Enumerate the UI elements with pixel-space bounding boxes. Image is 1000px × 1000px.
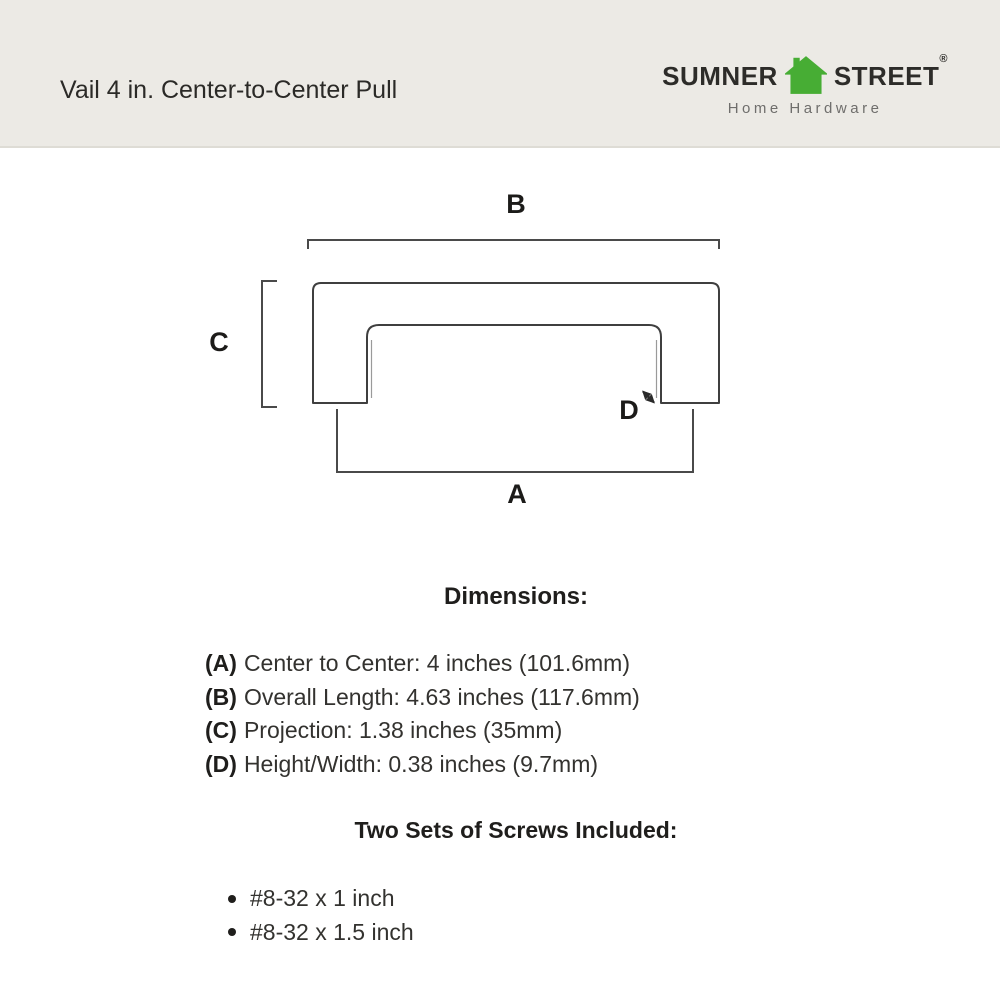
- pull-outline: [313, 283, 719, 403]
- screw-spec: #8-32 x 1 inch: [250, 885, 395, 912]
- dimension-row-b: [205, 681, 640, 715]
- dimension-label: (B): [205, 683, 237, 710]
- house-icon: [785, 56, 827, 94]
- dimension-label: (A): [205, 650, 237, 676]
- product-title: Vail 4 in. Center-to-Center Pull: [60, 76, 398, 104]
- dimension-value: Center to Center: 4 inches (101.6mm): [243, 650, 630, 676]
- dimension-value: Projection: 1.38 inches (35mm): [243, 717, 563, 743]
- header-band: [0, 0, 1000, 148]
- brand-wordmark: [662, 53, 948, 96]
- label-a: A: [507, 479, 527, 509]
- label-b: B: [506, 189, 526, 219]
- pull-dimension-diagram: [0, 160, 1000, 540]
- dimension-row-c: [205, 714, 640, 748]
- dimensions-heading: Dimensions:: [443, 583, 589, 610]
- brand-logo: [662, 53, 948, 117]
- bullet-icon: [228, 895, 236, 903]
- brand-word-street: STREET: [833, 61, 940, 91]
- screws-heading: Two Sets of Screws Included:: [354, 817, 678, 843]
- dimension-value: Height/Width: 0.38 inches (9.7mm): [243, 750, 599, 777]
- bullet-icon: [228, 928, 236, 936]
- dimensions-list: [205, 647, 640, 781]
- registered-mark: ®: [939, 53, 948, 65]
- label-c: C: [209, 327, 229, 357]
- brand-word-sumner: SUMNER: [662, 61, 778, 91]
- label-d: D: [619, 395, 639, 425]
- brand-tagline: Home Hardware: [727, 100, 883, 117]
- screw-item: [228, 916, 414, 950]
- bracket-b: [308, 240, 719, 249]
- screw-item: [228, 882, 414, 916]
- screws-list: [228, 882, 414, 949]
- bracket-a: [337, 409, 693, 472]
- bracket-c: [262, 281, 277, 407]
- dimension-row-a: [205, 647, 640, 681]
- dimension-label: (C): [205, 717, 237, 743]
- dimension-label: (D): [205, 750, 237, 777]
- dimension-row-d: [205, 748, 640, 782]
- arrow-d: [643, 392, 654, 403]
- screw-spec: #8-32 x 1.5 inch: [250, 918, 414, 945]
- dimension-value: Overall Length: 4.63 inches (117.6mm): [243, 683, 640, 710]
